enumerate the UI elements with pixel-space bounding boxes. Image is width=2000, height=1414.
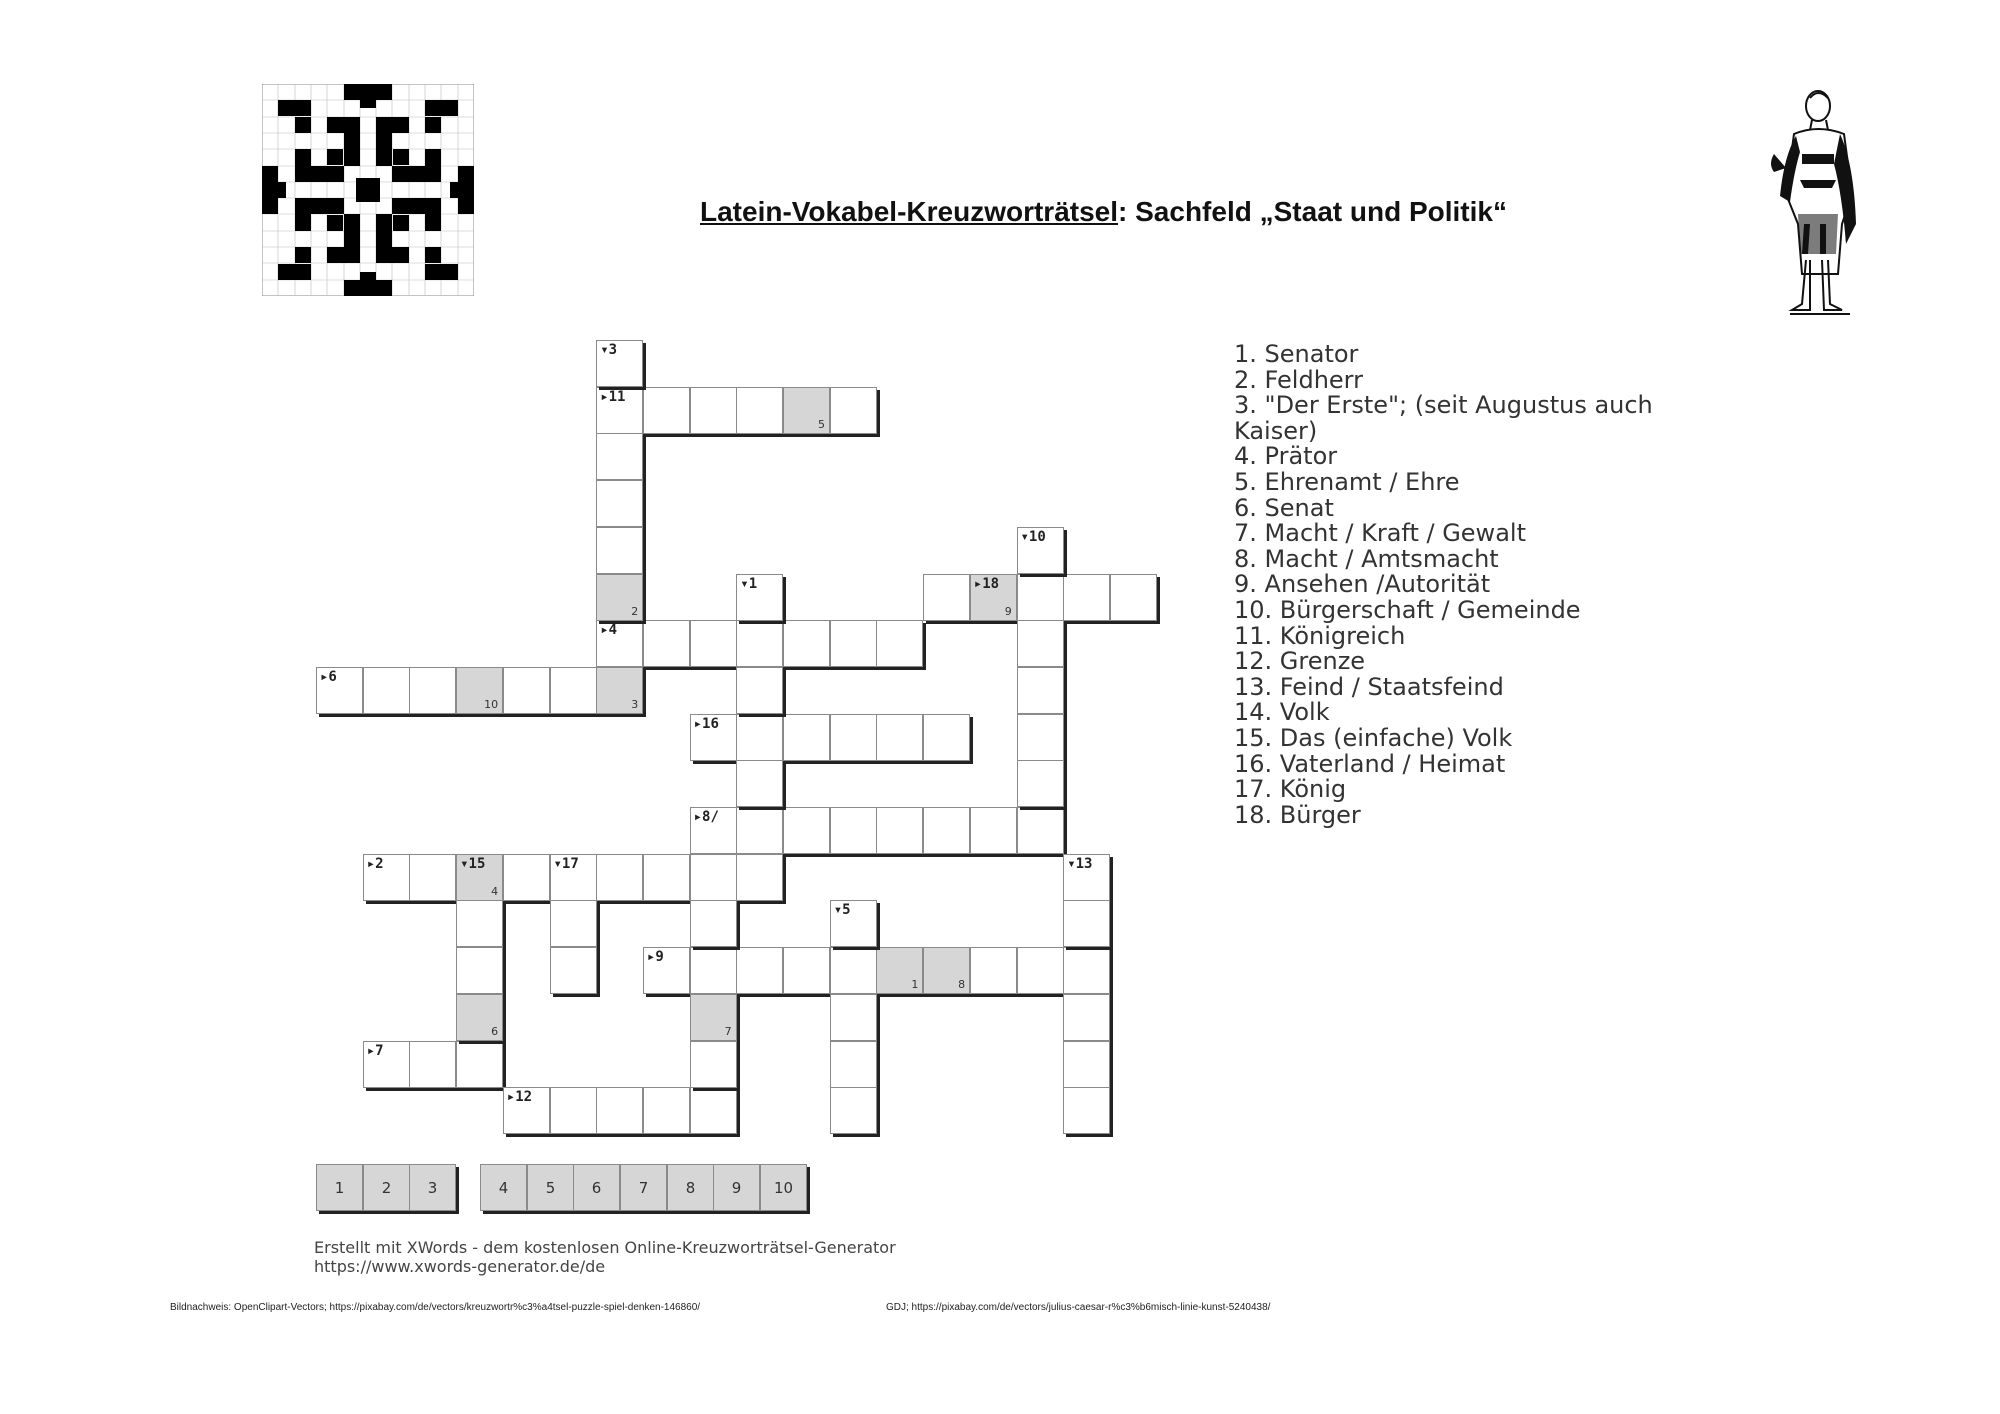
clue-number-label: ▾15 (460, 855, 486, 872)
crossword-cell[interactable] (596, 480, 643, 527)
clue-number-label: ▾5 (833, 902, 851, 919)
crossword-cell[interactable] (596, 667, 643, 714)
solution-box[interactable]: 3 (409, 1164, 456, 1211)
clue-item: 5. Ehrenamt / Ehre (1234, 467, 1460, 496)
crossword-cell[interactable] (550, 900, 597, 947)
crossword-cell[interactable] (690, 1087, 737, 1134)
crossword-cell[interactable] (316, 667, 363, 714)
crossword-cell[interactable] (830, 807, 877, 854)
crossword-cell[interactable] (830, 1087, 877, 1134)
crossword-cell[interactable] (690, 807, 737, 854)
crossword-cell[interactable] (409, 1041, 456, 1088)
clue-item: 18. Bürger (1234, 800, 1361, 829)
crossword-cell[interactable] (876, 947, 923, 994)
crossword-cell[interactable] (830, 900, 877, 947)
crossword-cell[interactable] (736, 947, 783, 994)
crossword-cell[interactable] (690, 387, 737, 434)
clue-number-label: ▸2 (366, 855, 384, 872)
crossword-cell[interactable] (409, 854, 456, 901)
generator-credit (314, 1238, 896, 1276)
crossword-cell[interactable] (596, 1087, 643, 1134)
clue-item: 13. Feind / Staatsfeind (1234, 672, 1504, 701)
crossword-cell[interactable] (596, 527, 643, 574)
clue-item: 15. Das (einfache) Volk (1234, 723, 1513, 752)
crossword-cell[interactable] (736, 807, 783, 854)
clue-item: 7. Macht / Kraft / Gewalt (1234, 519, 1526, 548)
solution-letter-index: 5 (818, 417, 825, 431)
crossword-cell[interactable] (1017, 620, 1064, 667)
clue-item: 6. Senat (1234, 493, 1334, 522)
clue-number-label: ▸11 (600, 388, 626, 405)
crossword-cell[interactable] (503, 854, 550, 901)
crossword-cell[interactable] (830, 387, 877, 434)
crossword-cell[interactable] (876, 807, 923, 854)
crossword-cell[interactable] (409, 667, 456, 714)
crossword-cell[interactable] (970, 574, 1017, 621)
clue-number-label: ▸18 (973, 575, 1000, 592)
crossword-cell[interactable] (643, 947, 690, 994)
crossword-cell[interactable] (736, 854, 783, 901)
crossword-cell[interactable] (923, 574, 970, 621)
crossword-cell[interactable] (830, 947, 877, 994)
crossword-cell[interactable] (596, 340, 643, 387)
crossword-cell[interactable] (596, 854, 643, 901)
clue-number-label: ▸6 (320, 668, 337, 685)
solution-letter-index: 1 (911, 978, 919, 992)
image-credit-right: GDJ; https://pixabay.com/de/vectors/julius-caesar-r%c3%b6misch-linie-kunst-5240438/ (886, 1302, 1271, 1313)
crossword-cell[interactable] (736, 667, 783, 714)
crossword-cell[interactable] (690, 900, 737, 947)
clue-item: 1. Senator (1234, 340, 1359, 368)
crossword-cell[interactable] (456, 900, 503, 947)
crossword-cell[interactable] (1017, 947, 1064, 994)
solution-box[interactable]: 7 (620, 1164, 667, 1211)
crossword-cell[interactable] (1017, 807, 1064, 854)
crossword-cell[interactable] (456, 1041, 503, 1088)
solution-letter-index: 10 (484, 697, 499, 711)
crossword-cell[interactable] (363, 854, 410, 901)
crossword-cell[interactable] (970, 807, 1017, 854)
image-credit-left: Bildnachweis: OpenClipart-Vectors; https://pixabay.com/de/vectors/kreuzwortr%c3%a4tsel-puzzle-spiel-denken-146860/ (170, 1302, 701, 1313)
crossword-cell[interactable] (783, 620, 830, 667)
clue-number-label: ▸4 (600, 622, 618, 639)
crossword-cell[interactable] (1017, 527, 1064, 574)
clue-number-label: ▸7 (366, 1042, 384, 1059)
crossword-cell[interactable] (1017, 760, 1064, 807)
crossword-cell[interactable] (736, 574, 783, 621)
crossword-cell[interactable] (456, 947, 503, 994)
title-underlined-part: Latein-Vokabel-Kreuzworträtsel (700, 196, 1119, 227)
credit-link[interactable]: https://www.xwords-generator.de/de (314, 1257, 606, 1276)
crossword-cell[interactable] (1017, 574, 1064, 621)
crossword-cell[interactable] (690, 620, 737, 667)
solution-letter-index: 3 (631, 697, 639, 711)
crossword-cell[interactable] (923, 714, 970, 761)
crossword-cell[interactable] (596, 620, 643, 667)
crossword-cell[interactable] (736, 714, 783, 761)
crossword-cell[interactable] (363, 667, 410, 714)
crossword-cell[interactable] (1063, 1087, 1110, 1134)
crossword-cell[interactable] (690, 714, 737, 761)
title-rest-part: : Sachfeld „Staat und Politik“ (1118, 196, 1507, 227)
crossword-cell[interactable] (1063, 947, 1110, 994)
crossword-cell[interactable] (456, 994, 503, 1041)
clue-item: 17. König (1234, 775, 1347, 804)
clue-item: 4. Prätor (1234, 442, 1338, 471)
crossword-cell[interactable] (1063, 900, 1110, 947)
clue-item: 2. Feldherr (1234, 365, 1363, 394)
solution-letter-index: 8 (958, 978, 966, 992)
solution-box[interactable]: 6 (573, 1164, 620, 1211)
clue-number-label: ▾13 (1067, 855, 1093, 872)
crossword-cell[interactable] (643, 1087, 690, 1134)
solution-letter-index: 9 (1004, 604, 1012, 618)
clue-item: 11. Königreich (1234, 621, 1406, 650)
solution-letter-index: 7 (724, 1024, 732, 1038)
clue-number-label: ▸12 (506, 1089, 533, 1106)
clue-number-label: ▸8/ (693, 809, 719, 825)
crossword-cell[interactable] (923, 947, 970, 994)
clue-number-label: ▾1 (740, 575, 758, 592)
clue-number-label: ▾17 (553, 855, 579, 872)
crossword-cell[interactable] (923, 807, 970, 854)
crossword-cell[interactable] (456, 854, 503, 901)
crossword-cell[interactable] (690, 947, 737, 994)
crossword-cell[interactable] (550, 667, 597, 714)
crossword-cell[interactable] (783, 807, 830, 854)
crossword-cell[interactable] (456, 667, 503, 714)
crossword-cell[interactable] (596, 433, 643, 480)
crossword-cell[interactable] (783, 714, 830, 761)
clue-number-label: ▸9 (646, 949, 664, 966)
solution-box[interactable]: 10 (760, 1164, 807, 1211)
clue-item: 12. Grenze (1234, 647, 1366, 676)
crossword-cell[interactable] (876, 714, 923, 761)
crossword-cell[interactable] (1063, 994, 1110, 1041)
crossword-cell[interactable] (830, 714, 877, 761)
crossword-cell[interactable] (736, 760, 783, 807)
crossword-cell[interactable] (596, 574, 643, 621)
solution-box[interactable]: 4 (480, 1164, 527, 1211)
crossword-cell[interactable] (503, 1087, 550, 1134)
crossword-cell[interactable] (1017, 667, 1064, 714)
crossword-cell[interactable] (596, 387, 643, 434)
crossword-cell[interactable] (643, 387, 690, 434)
solution-box[interactable]: 5 (527, 1164, 574, 1211)
crossword-cell[interactable] (1110, 574, 1157, 621)
solution-box[interactable]: 8 (667, 1164, 714, 1211)
crossword-cell[interactable] (970, 947, 1017, 994)
crossword-cell[interactable] (876, 620, 923, 667)
crossword-cell[interactable] (550, 947, 597, 994)
crossword-cell[interactable] (830, 994, 877, 1041)
clue-item: 16. Vaterland / Heimat (1234, 749, 1506, 778)
solution-box[interactable]: 1 (316, 1164, 363, 1211)
crossword-cell[interactable] (550, 1087, 597, 1134)
credit-line-1: Erstellt mit XWords - dem kostenlosen Online-Kreuzworträtsel-Generator (314, 1238, 896, 1257)
clue-list (1234, 342, 1704, 828)
solution-letter-index: 4 (491, 884, 499, 898)
clue-item: 8. Macht / Amtsmacht (1234, 544, 1499, 573)
crossword-cell[interactable] (830, 620, 877, 667)
solution-box[interactable]: 9 (713, 1164, 760, 1211)
crossword-cell[interactable] (1063, 574, 1110, 621)
solution-letter-index: 6 (491, 1024, 499, 1038)
crossword-cell[interactable] (690, 994, 737, 1041)
crossword-cell[interactable] (1017, 714, 1064, 761)
clue-item: 10. Bürgerschaft / Gemeinde (1234, 595, 1581, 624)
solution-letter-index: 2 (631, 604, 639, 618)
clue-item: 3. "Der Erste"; (seit Augustus auch Kaiser) (1234, 391, 1653, 445)
crossword-cell[interactable] (690, 854, 737, 901)
clue-item: 14. Volk (1234, 698, 1330, 727)
crossword-cell[interactable] (643, 854, 690, 901)
crossword-cell[interactable] (830, 1041, 877, 1088)
clue-number-label: ▾10 (1020, 528, 1046, 545)
crossword-cell[interactable] (1063, 854, 1110, 901)
clue-number-label: ▸16 (693, 715, 719, 732)
solution-box[interactable]: 2 (363, 1164, 410, 1211)
crossword-cell[interactable] (550, 854, 597, 901)
crossword-cell[interactable] (503, 667, 550, 714)
crossword-cell[interactable] (736, 387, 783, 434)
crossword-cell[interactable] (1063, 1041, 1110, 1088)
clue-item: 9. Ansehen /Autorität (1234, 570, 1491, 599)
crossword-cell[interactable] (363, 1041, 410, 1088)
crossword-cell[interactable] (783, 947, 830, 994)
crossword-cell[interactable] (643, 620, 690, 667)
crossword-cell[interactable] (783, 387, 830, 434)
crossword-cell[interactable] (690, 1041, 737, 1088)
crossword-cell[interactable] (736, 620, 783, 667)
clue-number-label: ▾3 (600, 342, 618, 358)
